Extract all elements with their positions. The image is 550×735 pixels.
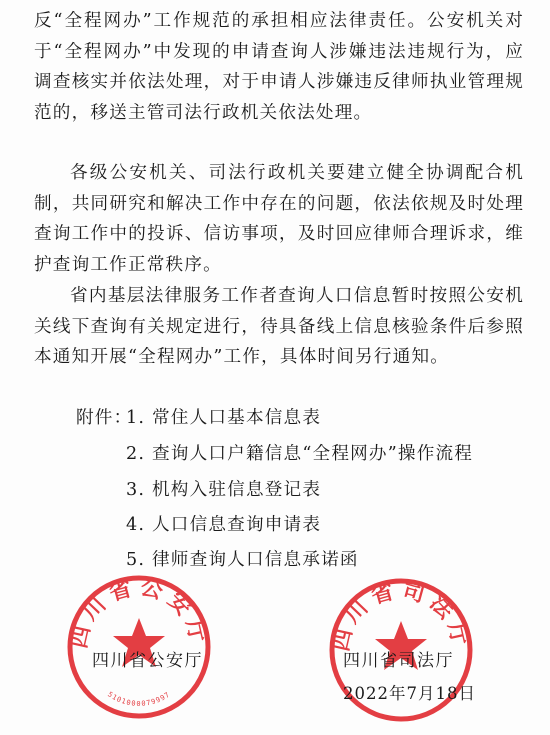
attachment-item: 3. 机构入驻信息登记表 [126, 480, 322, 500]
body-paragraph-2: 各级公安机关、司法行政机关要建立健全协调配合机制，共同研究和解决工作中存在的问题，依法依规及时处理查询工作中的投诉、信访事项，及时回应律师合理诉求，维护查询工作正常秩序。 [34, 163, 524, 275]
document-date: 2022年7月18日 [343, 684, 476, 703]
body-paragraph-1: 反“全程网办”工作规范的承担相应法律责任。公安机关对于“全程网办”中发现的申请查询人涉嫌违法违规行为，应调查核实并依法处理，对于申请人涉嫌违反律师执业管理规范的，移送主管司法行政机关依法处理。 [34, 11, 524, 123]
signature-public-security: 四川省公安厅 [92, 651, 203, 671]
attachment-item: 1. 常住人口基本信息表 [126, 408, 322, 428]
signature-justice: 四川省司法厅 [343, 651, 454, 671]
attachment-item: 5. 律师查询人口信息承诺函 [126, 550, 359, 570]
seal-arc-text: 四川省司法厅 [327, 576, 475, 654]
svg-text:5101000079997 [106, 690, 172, 708]
attachment-item: 4. 人口信息查询申请表 [126, 515, 322, 535]
attachments-label: 附件： [76, 408, 133, 428]
seal-arc-text: 四川省公安厅 [65, 573, 213, 651]
seal-code: 5101000079997 [106, 690, 172, 708]
attachment-item: 2. 查询人口户籍信息“全程网办”操作流程 [126, 444, 474, 464]
body-paragraph-3: 省内基层法律服务工作者查询人口信息暂时按照公安机关线下查询有关规定进行，待具备线上信息核验条件后参照本通知开展“全程网办”工作，具体时间另行通知。 [34, 286, 524, 367]
